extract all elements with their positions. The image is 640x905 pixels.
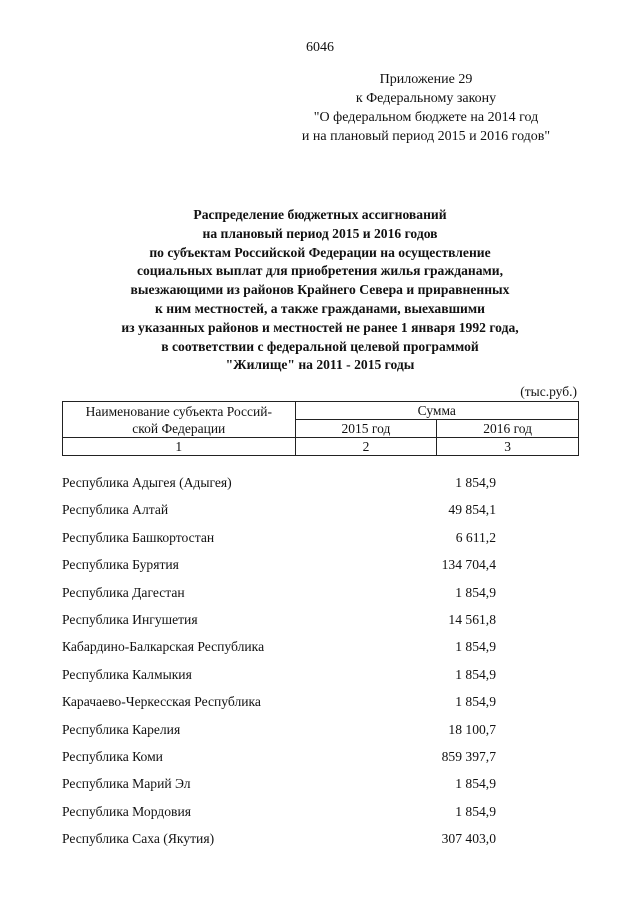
- appendix-line: "О федеральном бюджете на 2014 год: [313, 110, 539, 125]
- table-row: [62, 776, 582, 803]
- appendix-reference: [258, 70, 594, 146]
- appendix-line: Приложение 29: [379, 72, 473, 87]
- value-2015: 1 854,9: [455, 776, 496, 792]
- value-2015: 1 854,9: [455, 639, 496, 655]
- subject-name: Республика Карелия: [62, 721, 181, 737]
- subject-name: Кабардино-Балкарская Республика: [62, 639, 265, 655]
- subject-name: Республика Коми: [62, 748, 163, 764]
- table-row: [62, 722, 582, 749]
- subject-name: Республика Калмыкия: [62, 666, 192, 682]
- subject-name: Республика Мордовия: [62, 803, 191, 819]
- header-num-2: 2: [295, 438, 437, 456]
- title-line: "Жилище" на 2011 - 2015 годы: [225, 357, 415, 373]
- table-header: [62, 401, 579, 456]
- table-row: [62, 502, 582, 529]
- table-row: [62, 831, 582, 858]
- subject-name: Республика Марий Эл: [62, 776, 191, 792]
- unit-label: (тыс.руб.): [520, 384, 577, 399]
- value-2015: 6 611,2: [455, 529, 496, 545]
- value-2015: 18 100,7: [448, 721, 496, 737]
- header-2015: 2015 год: [295, 420, 437, 438]
- header-subject-name: [63, 402, 296, 438]
- title-line: в соответствии с федеральной целевой программой: [161, 338, 479, 354]
- table-row: [62, 585, 582, 612]
- title-line: на плановый период 2015 и 2016 годов: [202, 225, 438, 241]
- table-row: [62, 694, 582, 721]
- subject-name: Республика Алтай: [62, 502, 169, 518]
- table-row: [62, 804, 582, 831]
- table-row: [62, 667, 582, 694]
- table-row: [62, 557, 582, 584]
- subject-name: Республика Адыгея (Адыгея): [62, 475, 232, 490]
- header-subject-line1: Наименование субъекта Россий-: [85, 403, 272, 419]
- table-row: [62, 475, 582, 502]
- header-num-1: 1: [63, 438, 296, 456]
- page-number: 6046: [306, 40, 334, 55]
- title-line: социальных выплат для приобретения жилья гражданами,: [136, 263, 504, 279]
- header-subject-line2: ской Федерации: [132, 420, 226, 436]
- header-sum: Сумма: [295, 402, 578, 420]
- title-line: по субъектам Российской Федерации на осуществление: [149, 244, 491, 260]
- title-line: выезжающими из районов Крайнего Севера и приравненных: [130, 282, 510, 298]
- table-row: [62, 639, 582, 666]
- subject-name: Карачаево-Черкесская Республика: [62, 694, 261, 710]
- table-row: [62, 749, 582, 776]
- value-2015: 14 561,8: [448, 611, 496, 627]
- subject-name: Республика Бурятия: [62, 557, 179, 573]
- value-2015: 1 854,9: [455, 694, 496, 710]
- title-line: Распределение бюджетных ассигнований: [193, 207, 447, 222]
- value-2015: 859 397,7: [441, 748, 496, 764]
- value-2015: 307 403,0: [441, 831, 496, 847]
- appendix-line: и на плановый период 2015 и 2016 годов": [301, 129, 551, 144]
- document-title: [60, 206, 580, 375]
- subject-name: Республика Ингушетия: [62, 611, 198, 627]
- table-row: [62, 612, 582, 639]
- title-line: к ним местностей, а также гражданами, выехавшими: [155, 300, 485, 316]
- header-num-3: 3: [437, 438, 579, 456]
- value-2015: 1 854,9: [455, 666, 496, 682]
- value-2015: 134 704,4: [441, 557, 496, 573]
- data-rows: [62, 475, 582, 858]
- title-line: из указанных районов и местностей не ранее 1 января 1992 года,: [121, 319, 519, 335]
- table-row: [62, 530, 582, 557]
- subject-name: Республика Саха (Якутия): [62, 831, 215, 847]
- subject-name: Республика Дагестан: [62, 584, 185, 600]
- appendix-line: к Федеральному закону: [355, 91, 497, 106]
- header-2016: 2016 год: [437, 420, 579, 438]
- value-2015: 1 854,9: [455, 475, 496, 490]
- subject-name: Республика Башкортостан: [62, 529, 215, 545]
- value-2015: 49 854,1: [448, 502, 496, 518]
- value-2015: 1 854,9: [455, 803, 496, 819]
- value-2015: 1 854,9: [455, 584, 496, 600]
